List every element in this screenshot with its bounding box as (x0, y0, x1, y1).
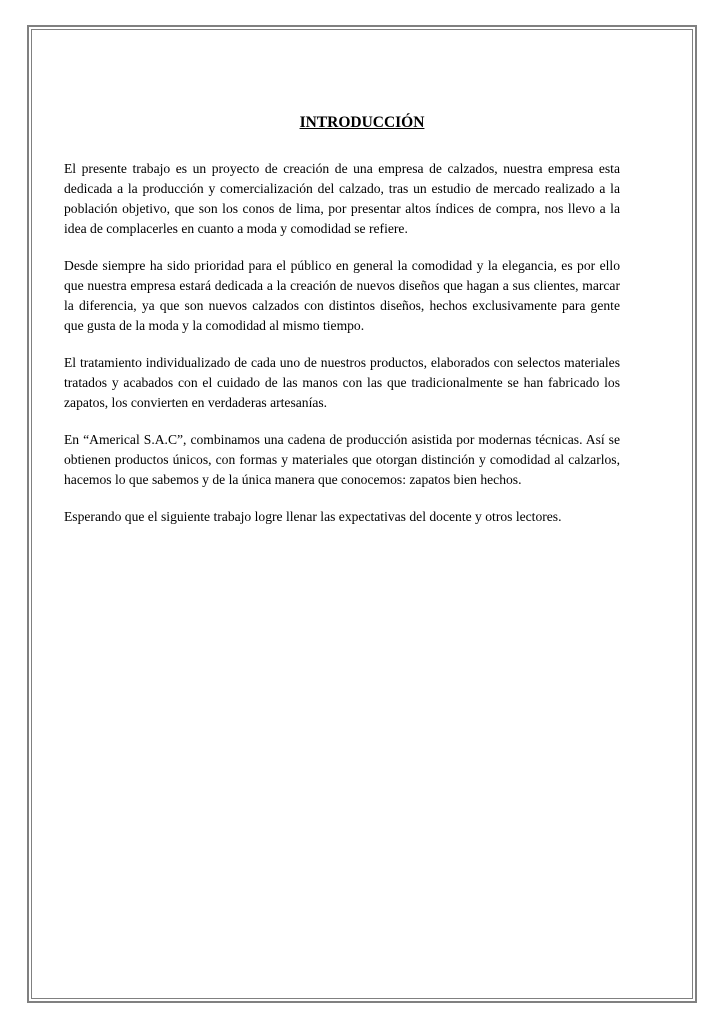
paragraph-4: En “Americal S.A.C”, combinamos una cadena de producción asistida por modernas técnicas. Así se obtienen productos únicos, con formas y materiales que otorgan distinción y comodidad al calzarlos, hacemos lo que sabemos y de la única manera que conocemos: zapatos bien hechos. (64, 432, 620, 487)
document-content (64, 113, 620, 544)
paragraph-2: Desde siempre ha sido prioridad para el público en general la comodidad y la elegancia, es por ello que nuestra empresa estará dedicada a la creación de nuevos diseños que hagan a sus clientes, marcar la diferencia, ya que son nuevos calzados con distintos diseños, hechos exclusivamente para gente que gusta de la moda y la comodidad al mismo tiempo. (64, 258, 620, 333)
paragraph-1: El presente trabajo es un proyecto de creación de una empresa de calzados, nuestra empresa esta dedicada a la producción y comercialización del calzado, tras un estudio de mercado realizado a la población objetivo, que son los conos de lima, por presentar altos índices de compra, nos llevo a la idea de complacerles en cuanto a moda y comodidad se refiere. (64, 161, 620, 236)
paragraph-5: Esperando que el siguiente trabajo logre llenar las expectativas del docente y otros lectores. (64, 509, 562, 524)
paragraph-3: El tratamiento individualizado de cada uno de nuestros productos, elaborados con selectos materiales tratados y acabados con el cuidado de las manos con las que tradicionalmente se han fabricado los zapatos, los convierten en verdaderas artesanías. (64, 355, 620, 410)
document-title: INTRODUCCIÓN (299, 114, 425, 131)
